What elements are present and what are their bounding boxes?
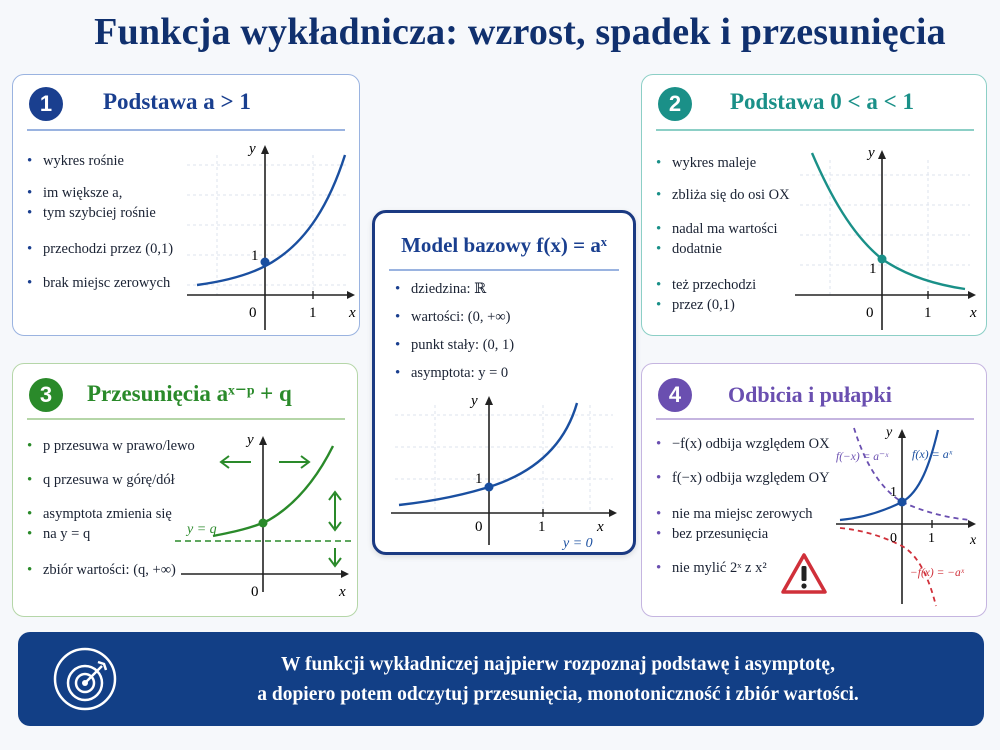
y-axis-arrow: [259, 436, 267, 445]
arrow-right-icon: [279, 456, 309, 468]
y-label: y: [247, 432, 254, 448]
x-axis-arrow: [341, 570, 349, 578]
target-icon: [52, 646, 118, 712]
summary-line: a dopiero potem odczytuj przesunięcia, monotoniczność i zbiór wartości.: [257, 684, 859, 705]
y-label: y: [886, 425, 893, 440]
y-label: y: [471, 393, 478, 409]
function-label: f(x) = aˣ: [912, 447, 953, 461]
bullet-item: • nie ma miejsc zerowych: [672, 504, 813, 524]
summary-text: [158, 650, 958, 710]
y-axis-arrow: [898, 429, 906, 438]
base-graph: [385, 385, 625, 550]
reflected-oy-curve: [854, 428, 970, 520]
reflection-graph: [832, 424, 982, 610]
bullet-item: • nie mylić 2ˣ z x²: [672, 558, 767, 578]
card-title: Podstawa a > 1: [103, 89, 251, 114]
summary-banner: [18, 632, 984, 726]
card-base-between-zero-one: [641, 74, 987, 336]
y-axis-arrow: [261, 145, 269, 154]
origin-label: 0: [251, 584, 259, 600]
card-number-badge: 4: [658, 378, 692, 412]
tick-label-y: 1: [869, 261, 877, 277]
decay-graph: [790, 135, 980, 335]
warning-icon: [780, 552, 828, 596]
bullet-item: • q przesuwa w górę/dół: [43, 470, 175, 490]
bullet-item-continued: • przez (0,1): [672, 295, 735, 315]
tick-label-x: 1: [928, 531, 935, 546]
function-curve: [840, 430, 938, 520]
divider: [656, 129, 974, 131]
divider: [27, 129, 345, 131]
card-title: Odbicia i pułapki: [728, 382, 892, 407]
growth-graph: [177, 135, 357, 335]
bullet-item: • asymptota: y = 0: [411, 363, 508, 383]
asymptote-label: y = q: [187, 522, 217, 537]
tick-label-x: 1: [538, 519, 546, 535]
fixed-point: [485, 483, 494, 492]
bullet-item: • przechodzi przez (0,1): [43, 239, 173, 259]
bullet-item-continued: • dodatnie: [672, 239, 722, 259]
x-label: x: [970, 533, 977, 548]
y-axis-arrow: [878, 150, 886, 159]
bullet-item: • asymptota zmienia się: [43, 504, 172, 524]
bullet-item: • nadal ma wartości: [672, 219, 778, 239]
tick-label-y: 1: [251, 248, 259, 264]
x-axis-arrow: [968, 291, 976, 299]
divider: [27, 418, 345, 420]
divider: [389, 269, 619, 271]
card-title: Przesunięcia aˣ⁻ᵖ + q: [87, 381, 292, 406]
bullet-item: • wykres maleje: [672, 153, 756, 173]
fixed-point: [261, 258, 270, 267]
x-axis-arrow: [347, 291, 355, 299]
divider: [656, 418, 974, 420]
card-number-badge: 3: [29, 378, 63, 412]
card-reflections: [641, 363, 987, 617]
bullet-item: • zbiór wartości: (q, +∞): [43, 560, 176, 580]
x-axis-arrow: [609, 509, 617, 517]
card-base-greater-than-one: [12, 74, 360, 336]
reflected-ox-label: −f(x) = −aˣ: [910, 567, 964, 579]
y-label: y: [868, 145, 875, 161]
tick-label-y: 1: [890, 485, 897, 500]
y-label: y: [249, 141, 256, 157]
card-title: Podstawa 0 < a < 1: [730, 89, 915, 114]
bullet-item: • też przechodzi: [672, 275, 756, 295]
x-label: x: [597, 519, 604, 535]
x-axis-arrow: [968, 520, 976, 528]
tick-label-x: 1: [309, 305, 317, 321]
bullet-item: • −f(x) odbija względem OX: [672, 434, 830, 454]
y-axis-arrow: [485, 396, 493, 405]
bullet-item: • brak miejsc zerowych: [43, 273, 170, 293]
bullet-item: • wykres rośnie: [43, 151, 124, 171]
bullet-item: • p przesuwa w prawo/lewo: [43, 436, 195, 456]
bullet-item: • f(−x) odbija względem OY: [672, 468, 830, 488]
bullet-item: • punkt stały: (0, 1): [411, 335, 514, 355]
bullet-item: • dziedzina: ℝ: [411, 279, 486, 299]
x-label: x: [339, 584, 346, 600]
x-label: x: [349, 305, 356, 321]
bullet-item-continued: • tym szybciej rośnie: [43, 203, 156, 223]
reflected-oy-label: f(−x) = a⁻ˣ: [836, 451, 889, 463]
origin-label: 0: [249, 305, 257, 321]
shift-graph: [173, 424, 355, 604]
origin-label: 0: [866, 305, 874, 321]
arrow-left-icon: [221, 456, 251, 468]
card-number-badge: 1: [29, 87, 63, 121]
growth-curve: [197, 155, 345, 285]
card-title: Model bazowy f(x) = aˣ: [401, 233, 607, 257]
bullet-item-continued: • na y = q: [43, 524, 90, 544]
arrow-up-down-icon: [329, 492, 341, 566]
tick-label-x: 1: [924, 305, 932, 321]
bullet-item: • zbliża się do osi OX: [672, 185, 790, 205]
fixed-point: [898, 498, 907, 507]
tick-label-y: 1: [475, 471, 483, 487]
card-base-model: [372, 210, 636, 555]
asymptote-label: y = 0: [563, 536, 593, 550]
bullet-item: • wartości: (0, +∞): [411, 307, 510, 327]
fixed-point: [878, 255, 887, 264]
bullet-item-continued: • bez przesunięcia: [672, 524, 768, 544]
bullet-item: • im większe a,: [43, 183, 122, 203]
decay-curve: [812, 153, 965, 289]
shifted-curve: [213, 446, 333, 536]
summary-line: W funkcji wykładniczej najpierw rozpoznaj podstawę i asymptotę,: [281, 654, 835, 675]
page-title: Funkcja wykładnicza: wzrost, spadek i przesunięcia: [94, 11, 946, 53]
origin-label: 0: [475, 519, 483, 535]
card-number-badge: 2: [658, 87, 692, 121]
x-label: x: [970, 305, 977, 321]
card-shifts: [12, 363, 358, 617]
fixed-point: [259, 519, 268, 528]
origin-label: 0: [890, 531, 897, 546]
